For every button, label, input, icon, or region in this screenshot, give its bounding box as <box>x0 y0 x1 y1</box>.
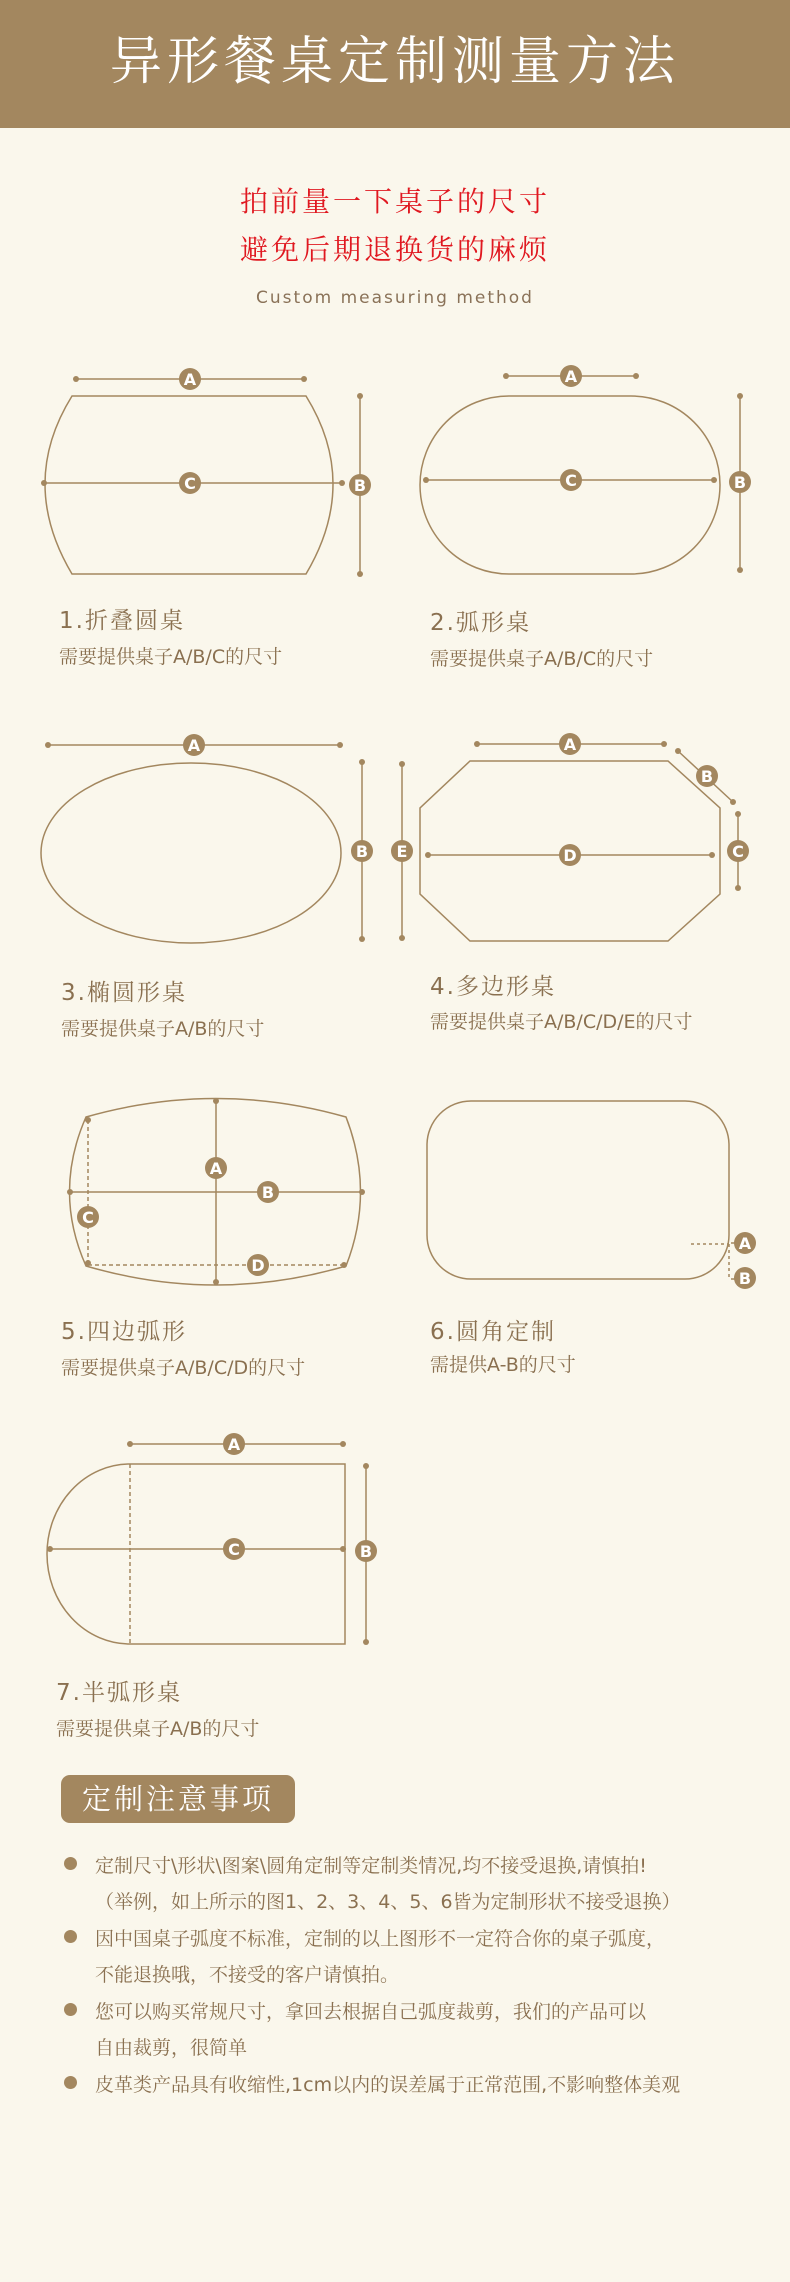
svg-text:A: A <box>187 736 201 755</box>
page-title: 异形餐桌定制测量方法 <box>109 32 680 92</box>
table-desc-4: 需要提供桌子A/B/C/D/E的尺寸 <box>430 1011 693 1033</box>
notice-line: 定制尺寸\形状\图案\圆角定制等定制类情况,均不接受退换,请慎拍! <box>95 1855 647 1877</box>
svg-text:B: B <box>359 1542 373 1561</box>
diagram-half-arc-table <box>47 1444 366 1644</box>
table-desc-6: 需提供A-B的尺寸 <box>430 1354 576 1376</box>
table-desc-7: 需要提供桌子A/B的尺寸 <box>56 1718 260 1740</box>
table-desc-1: 需要提供桌子A/B/C的尺寸 <box>59 646 283 668</box>
table-title-4: 4.多边形桌 <box>430 974 556 1000</box>
svg-text:B: B <box>355 842 369 861</box>
table-title-7: 7.半弧形桌 <box>56 1680 182 1706</box>
svg-text:C: C <box>228 1540 240 1559</box>
intro-subtitle: Custom measuring method <box>256 288 534 308</box>
bullet-dot <box>64 1930 77 1943</box>
diagram-oval-table <box>41 745 362 943</box>
svg-text:A: A <box>563 735 577 754</box>
svg-text:C: C <box>565 471 577 490</box>
diagram-polygon-table <box>402 744 738 941</box>
table-title-3: 3.椭圆形桌 <box>61 980 187 1006</box>
svg-text:B: B <box>738 1269 752 1288</box>
svg-text:B: B <box>733 473 747 492</box>
bullet-dot <box>64 2076 77 2089</box>
intro-line-1: 拍前量一下桌子的尺寸 <box>239 185 550 218</box>
notice-line: 自由裁剪，很简单 <box>95 2037 248 2059</box>
intro-line-2: 避免后期退换货的麻烦 <box>239 233 550 266</box>
svg-text:A: A <box>183 370 197 389</box>
svg-text:C: C <box>82 1208 94 1227</box>
svg-text:D: D <box>251 1256 265 1275</box>
svg-text:B: B <box>353 476 367 495</box>
diagram-folding-round-table <box>44 379 360 574</box>
svg-text:C: C <box>184 474 196 493</box>
notice-line: 不能退换哦，不接受的客户请慎拍。 <box>95 1964 400 1986</box>
table-title-2: 2.弧形桌 <box>430 610 531 636</box>
table-desc-5: 需要提供桌子A/B/C/D的尺寸 <box>61 1357 306 1379</box>
diagram-rounded-corner <box>427 1101 738 1279</box>
notice-title-badge: 定制注意事项 <box>61 1775 295 1823</box>
svg-text:A: A <box>738 1234 752 1253</box>
svg-text:E: E <box>396 842 408 861</box>
svg-text:A: A <box>227 1435 241 1454</box>
svg-text:A: A <box>564 367 578 386</box>
bullet-dot <box>64 1857 77 1870</box>
table-desc-2: 需要提供桌子A/B/C的尺寸 <box>430 648 654 670</box>
table-title-5: 5.四边弧形 <box>61 1319 187 1345</box>
svg-text:D: D <box>563 846 577 865</box>
table-desc-3: 需要提供桌子A/B的尺寸 <box>61 1018 265 1040</box>
bullet-dot <box>64 2003 77 2016</box>
svg-text:B: B <box>700 767 714 786</box>
diagram-four-arc-table <box>70 1099 363 1286</box>
svg-text:A: A <box>209 1159 223 1178</box>
notice-line: 皮革类产品具有收缩性,1cm以内的误差属于正常范围,不影响整体美观 <box>95 2074 681 2096</box>
notice-line: （举例，如上所示的图1、2、3、4、5、6皆为定制形状不接受退换） <box>95 1891 681 1913</box>
table-title-6: 6.圆角定制 <box>430 1319 556 1345</box>
svg-text:C: C <box>732 842 744 861</box>
notice-line: 因中国桌子弧度不标准，定制的以上图形不一定符合你的桌子弧度， <box>95 1928 666 1950</box>
notice-line: 您可以购买常规尺寸，拿回去根据自己弧度裁剪，我们的产品可以 <box>95 2001 647 2023</box>
svg-text:B: B <box>261 1183 275 1202</box>
table-title-1: 1.折叠圆桌 <box>59 608 185 634</box>
